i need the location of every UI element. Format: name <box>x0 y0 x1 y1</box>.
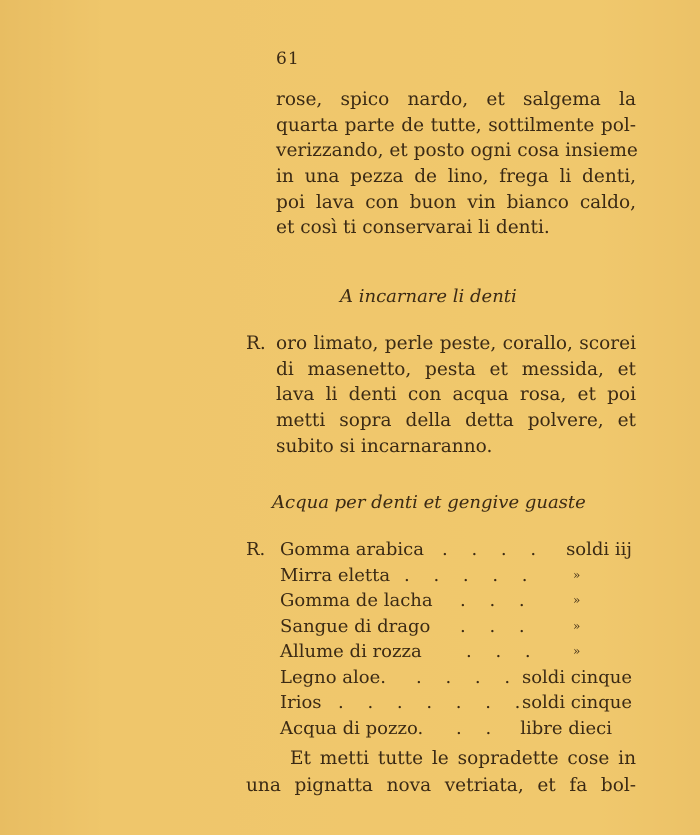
ingredient-name: Allume di rozza <box>280 641 422 662</box>
page-number: 61 <box>276 49 300 69</box>
ingredient-quantity: » <box>573 567 581 582</box>
ingredient-row <box>246 588 646 614</box>
closing-paragraph <box>246 745 636 799</box>
ingredient-quantity: » <box>573 618 581 633</box>
leader-dots: . . . <box>460 615 534 637</box>
leader-dots: . . . . . <box>404 564 537 586</box>
ingredient-quantity: soldi iij <box>566 539 632 560</box>
ingredient-row <box>246 563 646 589</box>
ingredient-list <box>246 537 646 741</box>
text-line: oro limato, perle peste, corallo, scorei <box>276 333 636 354</box>
leader-dots: . . . <box>460 590 534 611</box>
ingredient-quantity: » <box>573 593 581 607</box>
text-line: rose, spico nardo, et salgema la <box>276 89 636 110</box>
text-line: una pignatta nova vetriata, et fa bol- <box>246 775 636 796</box>
ingredient-row <box>246 716 646 742</box>
ingredient-quantity: libre dieci <box>520 717 612 739</box>
ingredient-row <box>246 665 646 691</box>
intro-paragraph <box>276 87 636 241</box>
text-line: subito si incarnaranno. <box>276 435 493 457</box>
leader-dots: . . . . . . . <box>338 692 530 713</box>
ingredient-name: Acqua di pozzo. <box>280 717 424 739</box>
section-heading: Acqua per denti et gengive guaste <box>272 492 586 513</box>
ingredient-row <box>246 614 646 640</box>
leader-dots: . . . <box>466 641 540 662</box>
ingredient-name: Gomma de lacha <box>280 590 433 611</box>
ingredient-quantity: soldi cinque <box>521 692 632 713</box>
text-line: Et metti tutte le sopradette cose in <box>290 748 636 769</box>
section-heading: A incarnare li denti <box>340 286 517 307</box>
ingredient-name: Gomma arabica <box>280 539 424 560</box>
recipe-mark: R. <box>246 539 266 560</box>
ingredient-row <box>246 690 646 716</box>
leader-dots: . . <box>456 717 501 739</box>
ingredient-name: Irios <box>280 692 322 713</box>
leader-dots: . . . . <box>416 666 520 688</box>
recipe-paragraph <box>246 331 636 459</box>
text-line: et così ti conservarai li denti. <box>276 217 550 239</box>
text-line: metti sopra della detta polvere, et <box>276 410 636 432</box>
text-line: in una pezza de lino, frega li denti, <box>276 166 636 188</box>
ingredient-row <box>246 537 646 563</box>
ingredient-quantity: soldi cinque <box>521 666 632 688</box>
text-line: lava li denti con acqua rosa, et poi <box>276 384 636 406</box>
ingredient-row <box>246 639 646 665</box>
ingredient-name: Sangue di drago <box>280 615 431 637</box>
text-line: di masenetto, pesta et messida, et <box>276 358 636 380</box>
leader-dots: . . . . <box>442 539 546 560</box>
text-line: quarta parte de tutte, sottilmente pol- <box>276 114 636 136</box>
text-line: poi lava con buon vin bianco caldo, <box>276 191 636 213</box>
ingredient-name: Mirra eletta <box>280 564 391 586</box>
recipe-mark: R. <box>246 333 266 354</box>
ingredient-quantity: » <box>573 644 581 658</box>
text-line: verizzando, et posto ogni cosa insieme <box>276 140 638 162</box>
ingredient-name: Legno aloe. <box>280 666 386 688</box>
